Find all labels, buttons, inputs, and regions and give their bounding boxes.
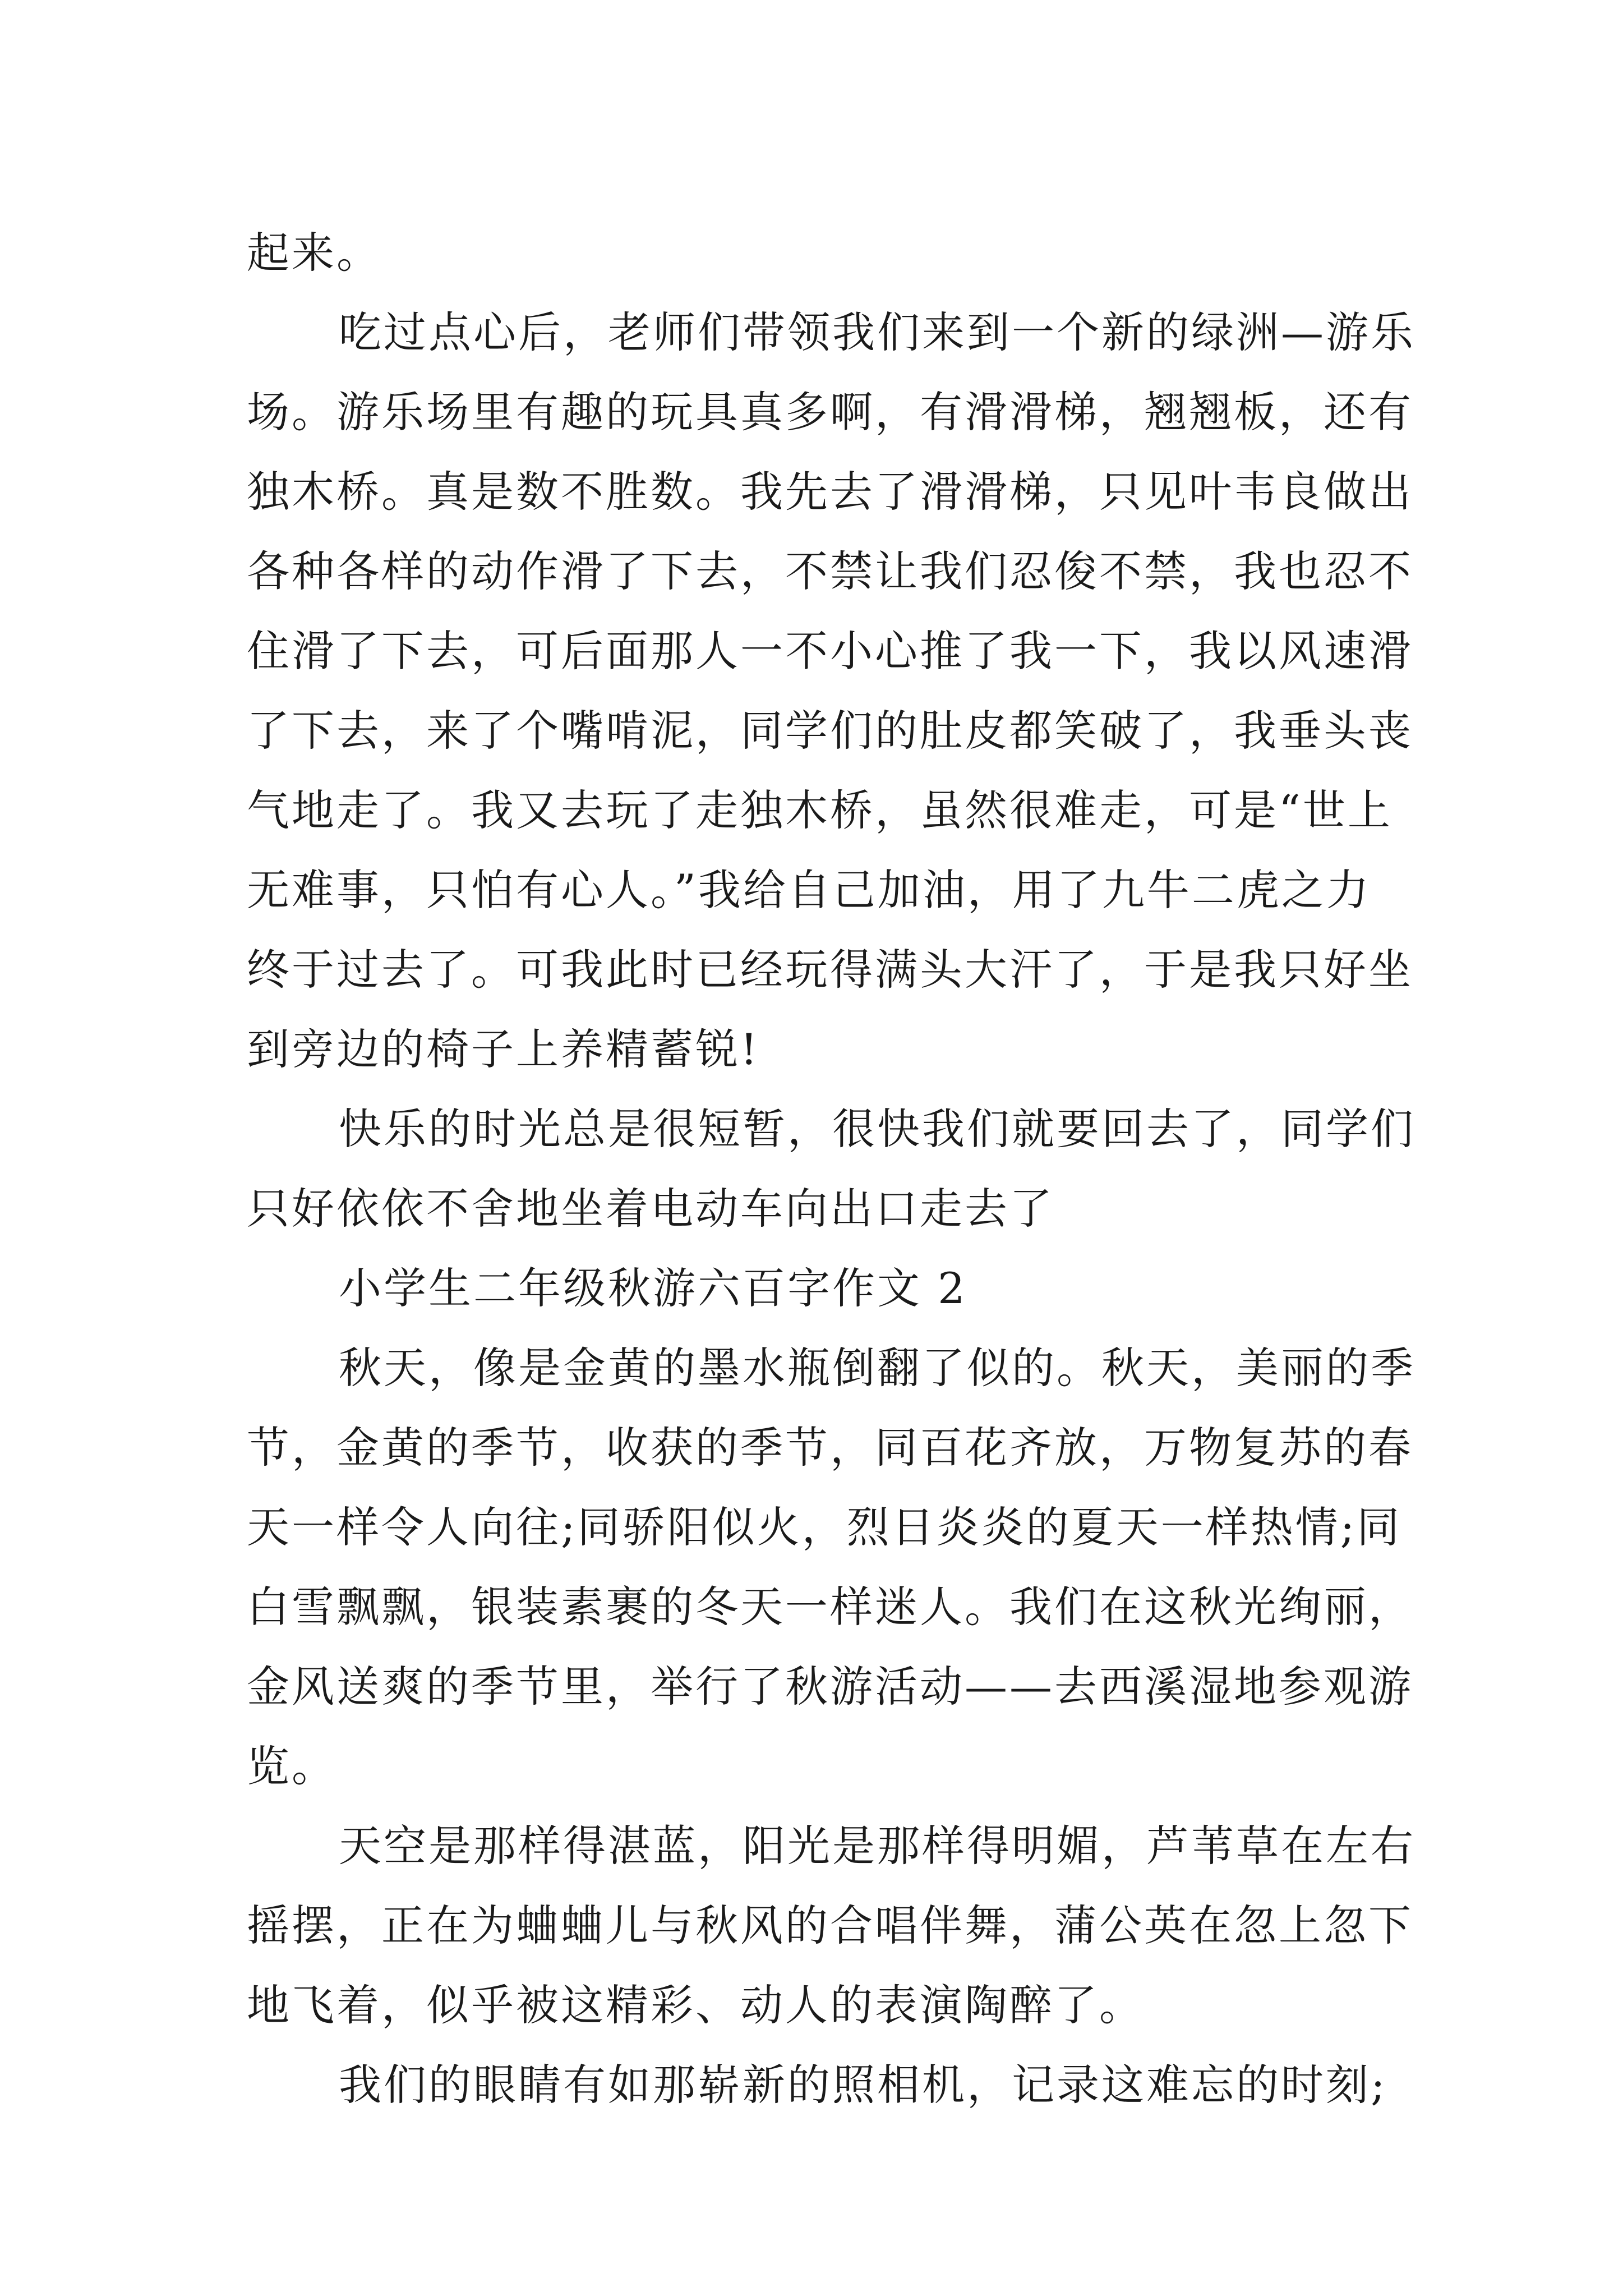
section-heading — [247, 1249, 1391, 1328]
text-line: 独木桥。真是数不胜数。我先去了滑滑梯，只见叶韦良做出 — [247, 467, 1413, 517]
paragraph-4 — [247, 1328, 1415, 1806]
paragraph-6 — [247, 2045, 1391, 2125]
text-line: 只好依依不舍地坐着电动车向出口走去了 — [247, 1184, 1054, 1234]
text-line: 天空是那样得湛蓝，阳光是那样得明媚，芦苇草在左右 — [339, 1821, 1415, 1871]
text-line: 节，金黄的季节，收获的季节，同百花齐放，万物复苏的春 — [247, 1423, 1413, 1473]
text-line: 到旁边的椅子上养精蓄锐! — [247, 1024, 760, 1074]
document-body — [247, 213, 1415, 2125]
text-line: 无难事，只怕有心人。”我给自己加油，用了九牛二虎之力 — [247, 865, 1371, 915]
text-line: 地飞着，似乎被这精彩、动人的表演陶醉了。 — [247, 1980, 1144, 2030]
text-line: 吃过点心后，老师们带领我们来到一个新的绿洲—游乐 — [339, 307, 1415, 357]
text-line: 我们的眼睛有如那崭新的照相机，记录这难忘的时刻; — [339, 2060, 1387, 2110]
text-line: 起来。 — [247, 228, 381, 278]
paragraph-2 — [247, 293, 1415, 1089]
text-line: 天一样令人向往;同骄阳似火，烈日炎炎的夏天一样热情;同 — [247, 1502, 1402, 1552]
heading-line: 小学生二年级秋游六百字作文 2 — [339, 1263, 967, 1313]
text-line: 气地走了。我又去玩了走独木桥，虽然很难走，可是“世上 — [247, 785, 1393, 835]
text-line: 住滑了下去，可后面那人一不小心推了我一下，我以风速滑 — [247, 626, 1413, 676]
paragraph-1 — [247, 213, 1391, 293]
text-line: 金风送爽的季节里，举行了秋游活动——去西溪湿地参观游 — [247, 1662, 1413, 1711]
text-line: 览。 — [247, 1741, 336, 1791]
text-line: 摇摆，正在为蛐蛐儿与秋风的合唱伴舞，蒲公英在忽上忽下 — [247, 1901, 1413, 1950]
text-line: 秋天，像是金黄的墨水瓶倒翻了似的。秋天，美丽的季 — [339, 1343, 1415, 1393]
text-line: 了下去，来了个嘴啃泥，同学们的肚皮都笑破了，我垂头丧 — [247, 706, 1413, 756]
text-line: 白雪飘飘，银装素裹的冬天一样迷人。我们在这秋光绚丽， — [247, 1582, 1413, 1632]
text-line: 终于过去了。可我此时已经玩得满头大汗了，于是我只好坐 — [247, 945, 1413, 995]
text-line: 各种各样的动作滑了下去，不禁让我们忍俊不禁，我也忍不 — [247, 546, 1413, 596]
paragraph-5 — [247, 1806, 1415, 2045]
text-line: 快乐的时光总是很短暂，很快我们就要回去了，同学们 — [339, 1104, 1415, 1154]
text-line: 场。游乐场里有趣的玩具真多啊，有滑滑梯，翘翘板，还有 — [247, 387, 1413, 437]
paragraph-3 — [247, 1089, 1415, 1249]
